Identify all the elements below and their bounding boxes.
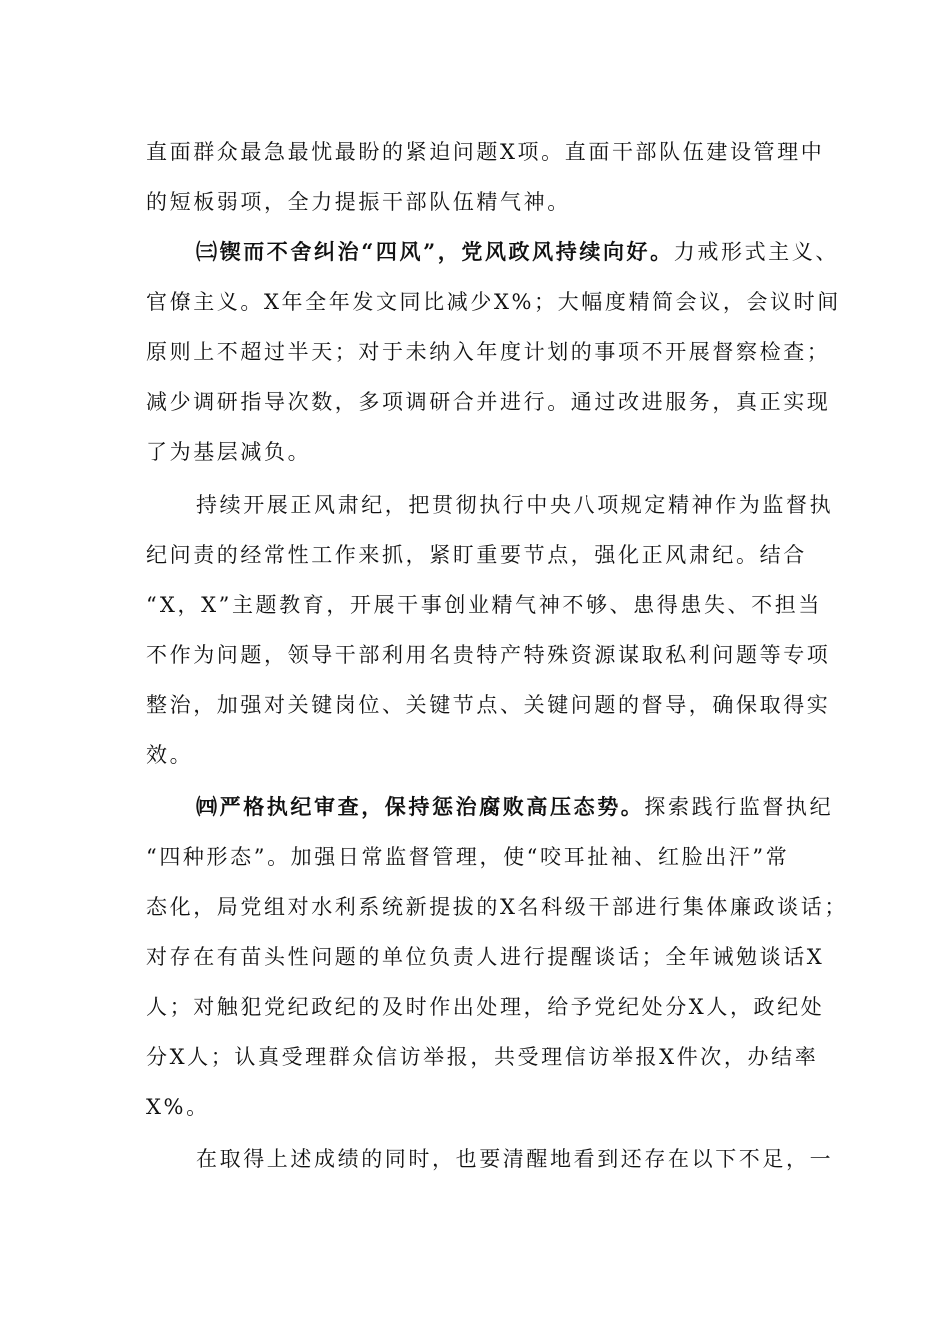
section-3-heading: ㈢锲而不舍纠治“四风”，党风政风持续向好。	[196, 239, 674, 264]
text-line: 效。	[146, 743, 194, 767]
text-line: 的短板弱项，全力提振干部队伍精气神。	[146, 190, 571, 214]
text-line: 在取得上述成绩的同时，也要清醒地看到还存在以下不足，一	[196, 1147, 834, 1171]
text-line: 减少调研指导次数，多项调研合并进行。通过改进服务，真正实现	[146, 390, 831, 414]
text-span: 力戒形式主义、	[673, 240, 839, 264]
section-4-line	[196, 789, 834, 825]
text-line: 了为基层减负。	[146, 440, 312, 464]
text-line: 官僚主义。X年全年发文同比减少X%；大幅度精简会议，会议时间	[146, 290, 841, 314]
text-line: 纪问责的经常性工作来抓，紧盯重要节点，强化正风肃纪。结合	[146, 543, 807, 567]
text-line: 对存在有苗头性问题的单位负责人进行提醒谈话；全年诫勉谈话X	[146, 945, 825, 969]
text-line: 持续开展正风肃纪，把贯彻执行中央八项规定精神作为监督执	[196, 493, 834, 517]
text-line: “四种形态”。加强日常监督管理，使“咬耳扯袖、红脸出汗”常	[146, 845, 790, 869]
text-line: 分X人；认真受理群众信访举报，共受理信访举报X件次，办结率	[146, 1045, 819, 1069]
text-line: 整治，加强对关键岗位、关键节点、关键问题的督导，确保取得实	[146, 693, 831, 717]
section-3-line	[196, 234, 839, 270]
text-line: “X，X”主题教育，开展干事创业精气神不够、患得患失、不担当	[146, 593, 822, 617]
text-line: X%。	[146, 1095, 210, 1119]
text-line: 不作为问题，领导干部利用名贵特产特殊资源谋取私利问题等专项	[146, 643, 831, 667]
section-4-heading: ㈣严格执纪审查，保持惩治腐败高压态势。	[196, 794, 645, 819]
text-line: 人；对触犯党纪政纪的及时作出处理，给予党纪处分X人，政纪处	[146, 995, 825, 1019]
text-span: 探索践行监督执纪	[644, 795, 834, 819]
text-line: 直面群众最急最忧最盼的紧迫问题X项。直面干部队伍建设管理中	[146, 140, 825, 164]
text-line: 态化，局党组对水利系统新提拔的X名科级干部进行集体廉政谈话；	[146, 895, 848, 919]
text-line: 原则上不超过半天；对于未纳入年度计划的事项不开展督察检查；	[146, 340, 831, 364]
